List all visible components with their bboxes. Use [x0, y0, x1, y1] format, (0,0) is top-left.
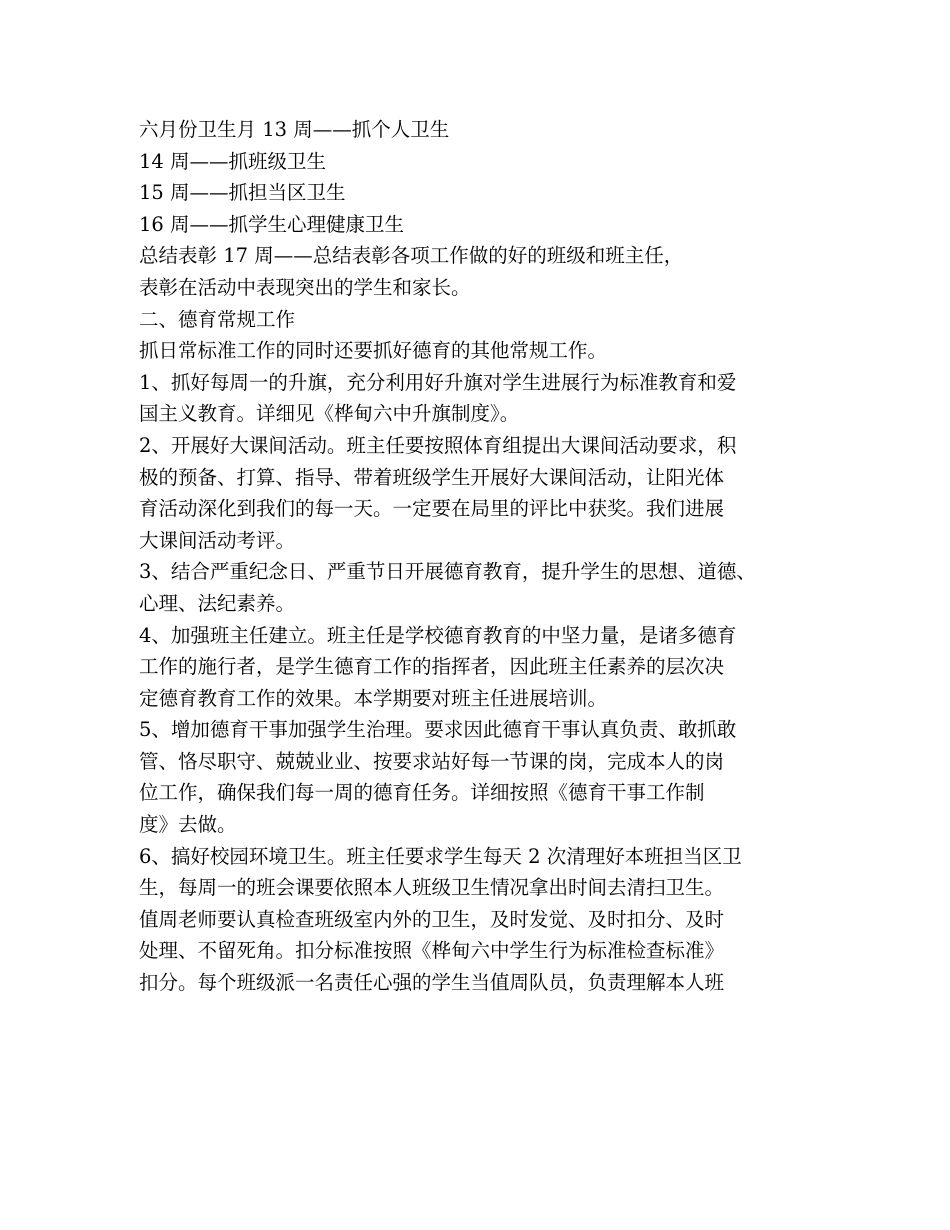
text-line: 育活动深化到我们的每一天。一定要在局里的评比中获奖。我们进展	[139, 497, 725, 521]
text-line: 大课间活动考评。	[139, 528, 296, 552]
text-line: 1、抓好每周一的升旗，充分利用好升旗对学生进展行为标准教育和爱	[139, 370, 737, 394]
text-line: 六月份卫生月 13 周——抓个人卫生	[139, 118, 450, 141]
text-line: 心理、法纪素养。	[139, 591, 296, 615]
text-line: 总结表彰 17 周——总结表彰各项工作做的好的班级和班主任，	[139, 244, 684, 268]
text-line: 4、加强班主任建立。班主任是学校德育教育的中坚力量，是诸多德育	[139, 623, 737, 647]
text-line: 14 周——抓班级卫生	[139, 149, 327, 173]
text-line: 15 周——抓担当区卫生	[139, 181, 346, 205]
text-line: 度》去做。	[139, 813, 237, 837]
section-heading: 二、德育常规工作	[139, 307, 296, 331]
text-line: 定德育教育工作的效果。本学期要对班主任进展培训。	[139, 686, 608, 710]
text-line: 扣分。每个班级派一名责任心强的学生当值周队员，负责理解本人班	[139, 971, 725, 995]
text-line: 生，每周一的班会课要依照本人班级卫生情况拿出时间去清扫卫生。	[139, 876, 725, 900]
document-body	[139, 114, 839, 999]
text-line: 表彰在活动中表现突出的学生和家长。	[139, 275, 471, 299]
text-line: 值周老师要认真检查班级室内外的卫生，及时发觉、及时扣分、及时	[139, 907, 725, 931]
text-line: 6、搞好校园环境卫生。班主任要求学生每天 2 次清理好本班担当区卫	[139, 844, 742, 868]
text-line: 3、结合严重纪念日、严重节日开展德育教育，提升学生的思想、道德、	[139, 560, 756, 584]
text-line: 管、恪尽职守、兢兢业业、按要求站好每一节课的岗，完成本人的岗	[139, 749, 725, 773]
text-line: 16 周——抓学生心理健康卫生	[139, 212, 405, 236]
text-line: 位工作，确保我们每一周的德育任务。详细按照《德育干事工作制	[139, 781, 705, 805]
text-line: 工作的施行者，是学生德育工作的指挥者，因此班主任素养的层次决	[139, 655, 725, 679]
text-line: 极的预备、打算、指导、带着班级学生开展好大课间活动，让阳光体	[139, 465, 725, 489]
text-line: 2、开展好大课间活动。班主任要按照体育组提出大课间活动要求，积	[139, 433, 737, 457]
text-line: 国主义教育。详细见《桦甸六中升旗制度》。	[139, 402, 520, 426]
text-line: 处理、不留死角。扣分标准按照《桦甸六中学生行为标准检查标准》	[139, 939, 725, 963]
text-line: 5、增加德育干事加强学生治理。要求因此德育干事认真负责、敢抓敢	[139, 718, 737, 742]
text-line: 抓日常标准工作的同时还要抓好德育的其他常规工作。	[139, 339, 608, 363]
